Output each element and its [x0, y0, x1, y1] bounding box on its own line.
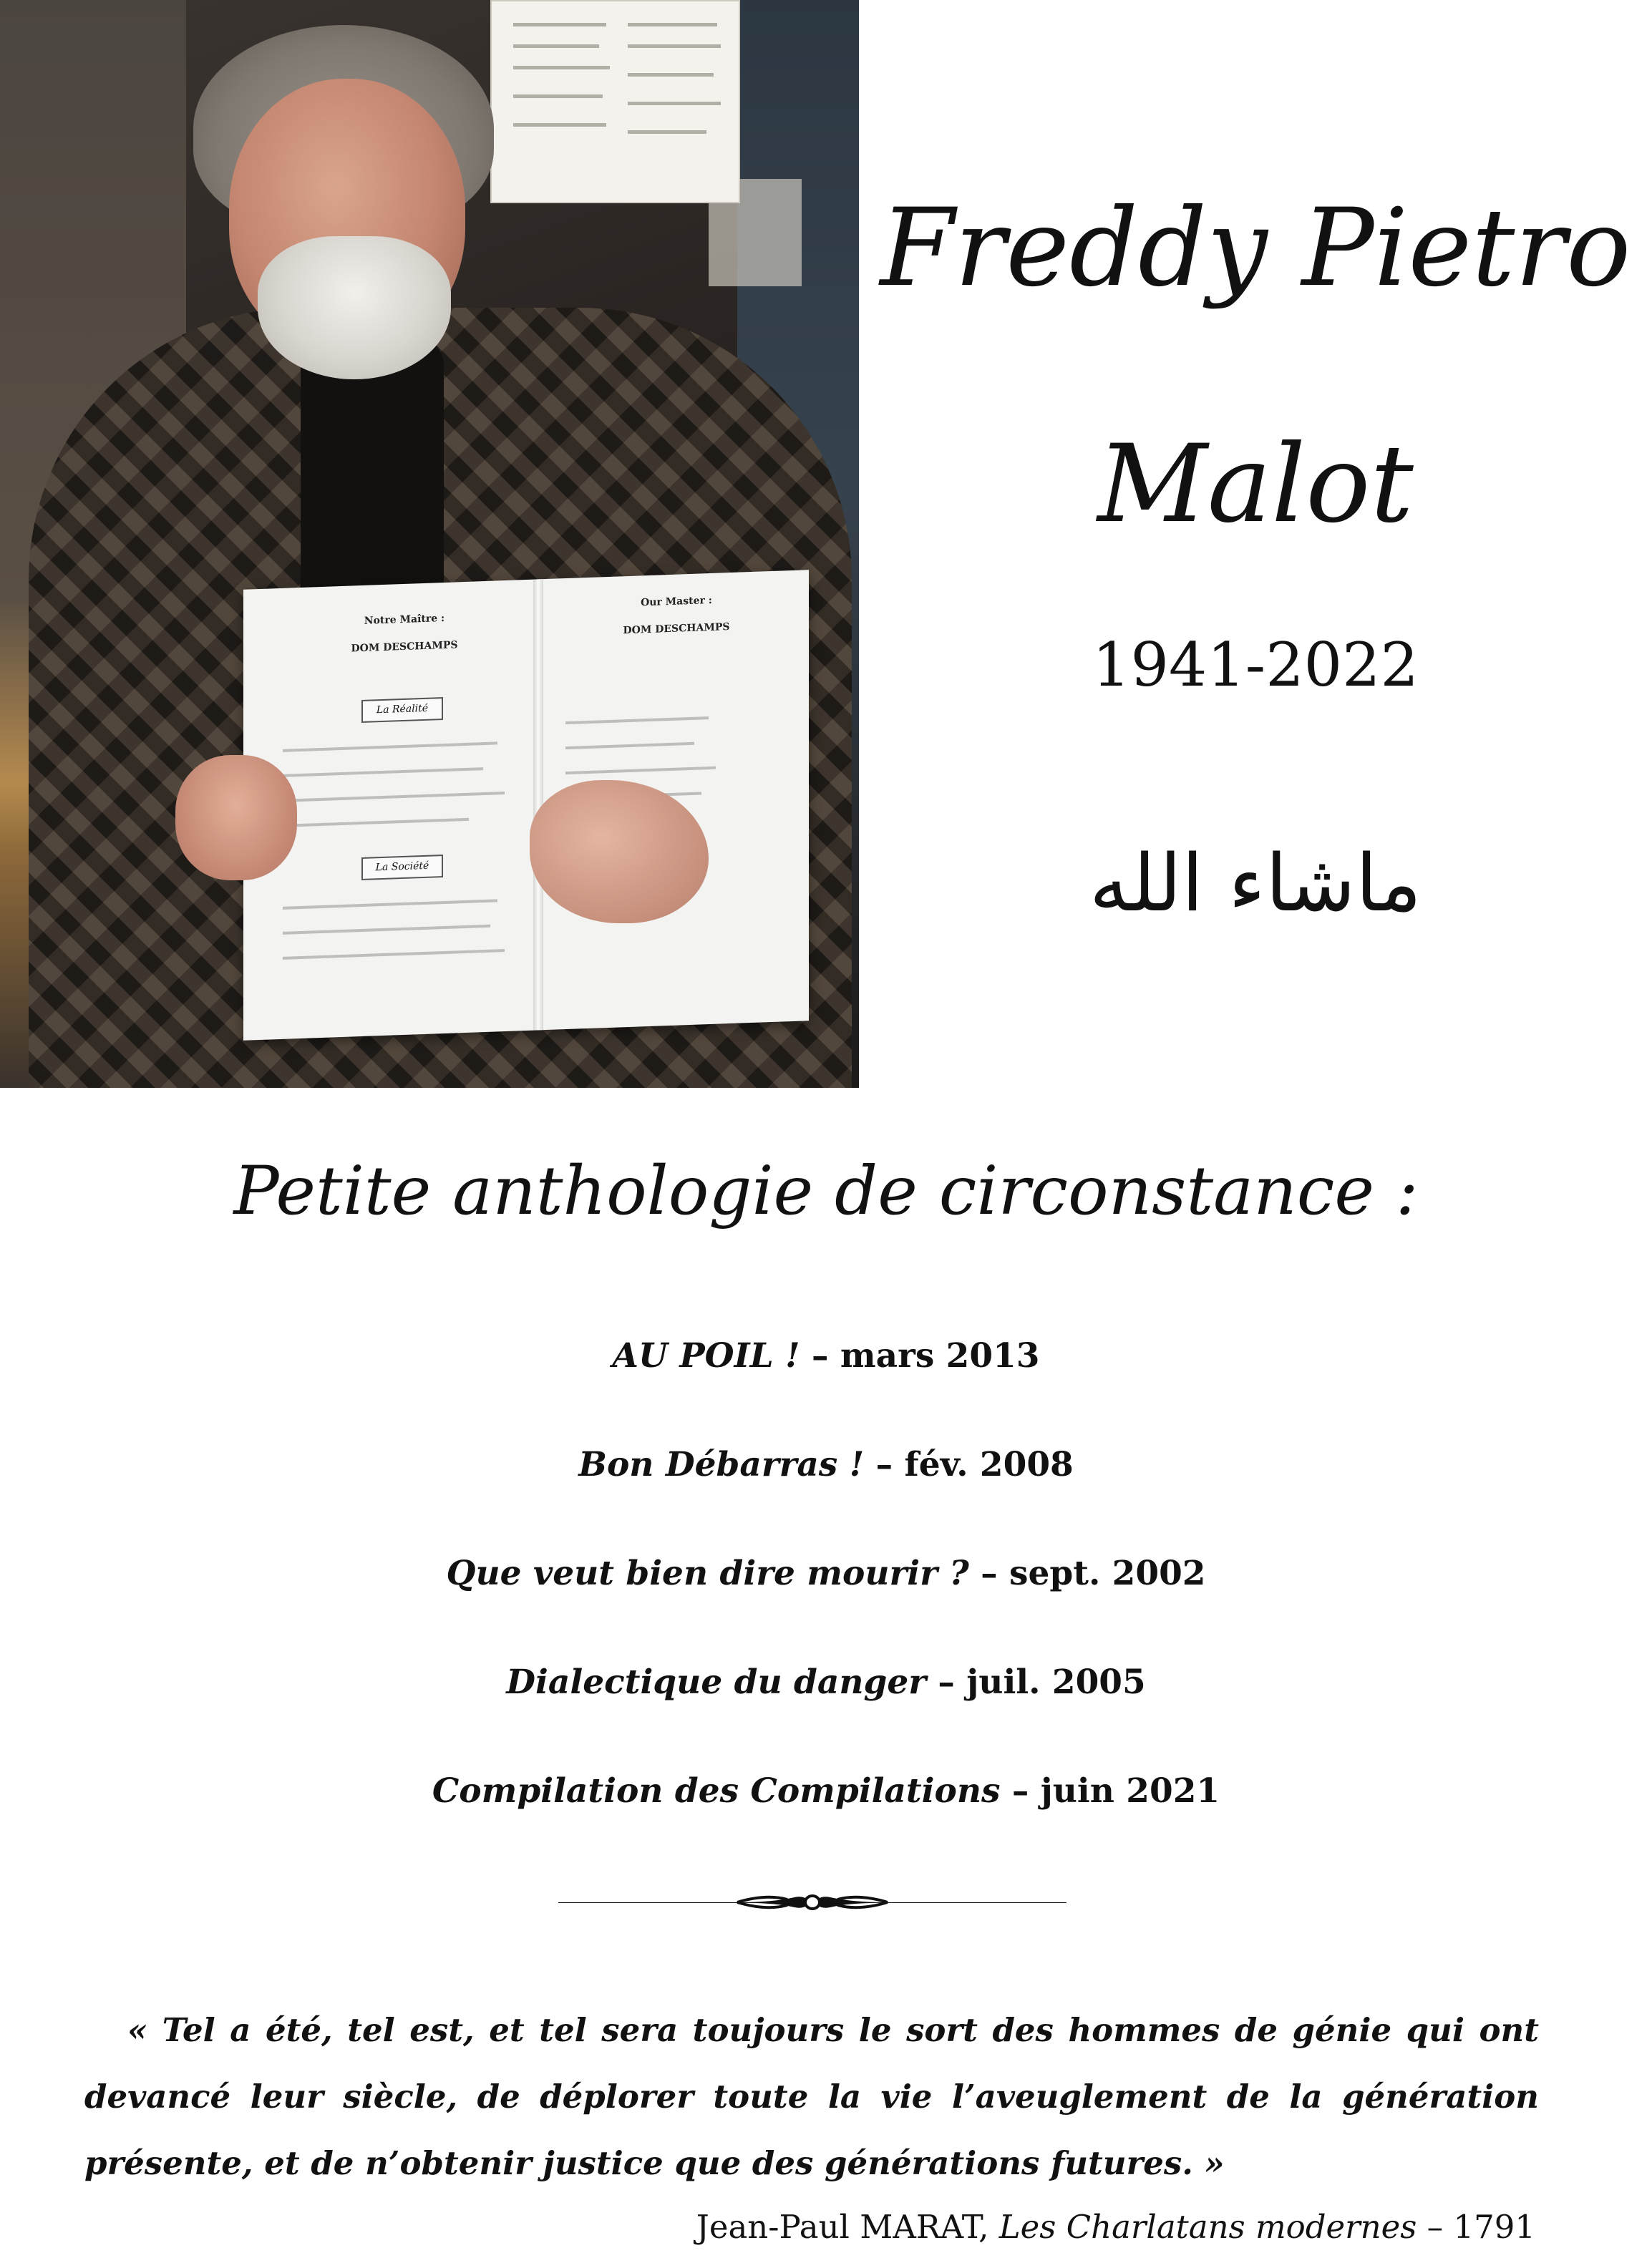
book-left-subtitle: DOM DESCHAMPS: [351, 639, 458, 655]
open-book: [243, 570, 809, 1041]
book-right-subtitle: DOM DESCHAMPS: [623, 621, 730, 637]
book-left-title: Notre Maître :: [364, 612, 445, 627]
work-date: – fév. 2008: [875, 1445, 1074, 1484]
quote-work: Les Charlatans modernes: [999, 2208, 1417, 2246]
anthology-item: [0, 1770, 1652, 1879]
work-date: – juin 2021: [1011, 1771, 1220, 1811]
anthology-item: [0, 1335, 1652, 1444]
anthology-item: [0, 1444, 1652, 1552]
portrait-photo: [0, 0, 859, 1088]
name-line-1: Freddy Pietro: [880, 186, 1631, 311]
ornament-divider: [558, 1888, 1066, 1917]
work-title: Dialectique du danger: [506, 1663, 927, 1702]
quote-year: – 1791: [1427, 2208, 1535, 2246]
work-title: AU POIL !: [612, 1336, 800, 1376]
work-date: – juil. 2005: [938, 1663, 1146, 1702]
work-title: Bon Débarras !: [578, 1445, 865, 1484]
beard: [258, 236, 451, 379]
quote-attribution: [0, 2208, 1535, 2246]
held-paper: [490, 0, 740, 203]
work-title: Que veut bien dire mourir ?: [446, 1554, 969, 1593]
book-left-box-1: La Réalité: [361, 697, 443, 723]
life-years: 1941-2022: [1092, 630, 1419, 700]
work-title: Compilation des Compilations: [432, 1771, 1001, 1811]
arabic-phrase: ماشاء الله: [1089, 837, 1422, 929]
quote-text: « Tel a été, tel est, et tel sera toujours le sort des hommes de génie qui ont devancé leur siècle, de déplorer toute la vie l’aveuglement de la génération présente, et de n’obtenir justice que des générations futures. »: [84, 2011, 1539, 2182]
anthology-heading: Petite anthologie de circonstance :: [233, 1152, 1419, 1230]
left-hand: [175, 755, 297, 880]
work-date: – sept. 2002: [981, 1554, 1206, 1593]
work-date: – mars 2013: [812, 1336, 1040, 1376]
name-line-2: Malot: [1097, 422, 1414, 547]
anthology-item: [0, 1661, 1652, 1770]
anthology-list: [0, 1335, 1652, 1879]
book-right-title: Our Master :: [641, 594, 712, 609]
book-left-box-2: La Société: [361, 855, 443, 880]
anthology-item: [0, 1552, 1652, 1661]
quote-author: Jean-Paul MARAT,: [696, 2208, 989, 2246]
